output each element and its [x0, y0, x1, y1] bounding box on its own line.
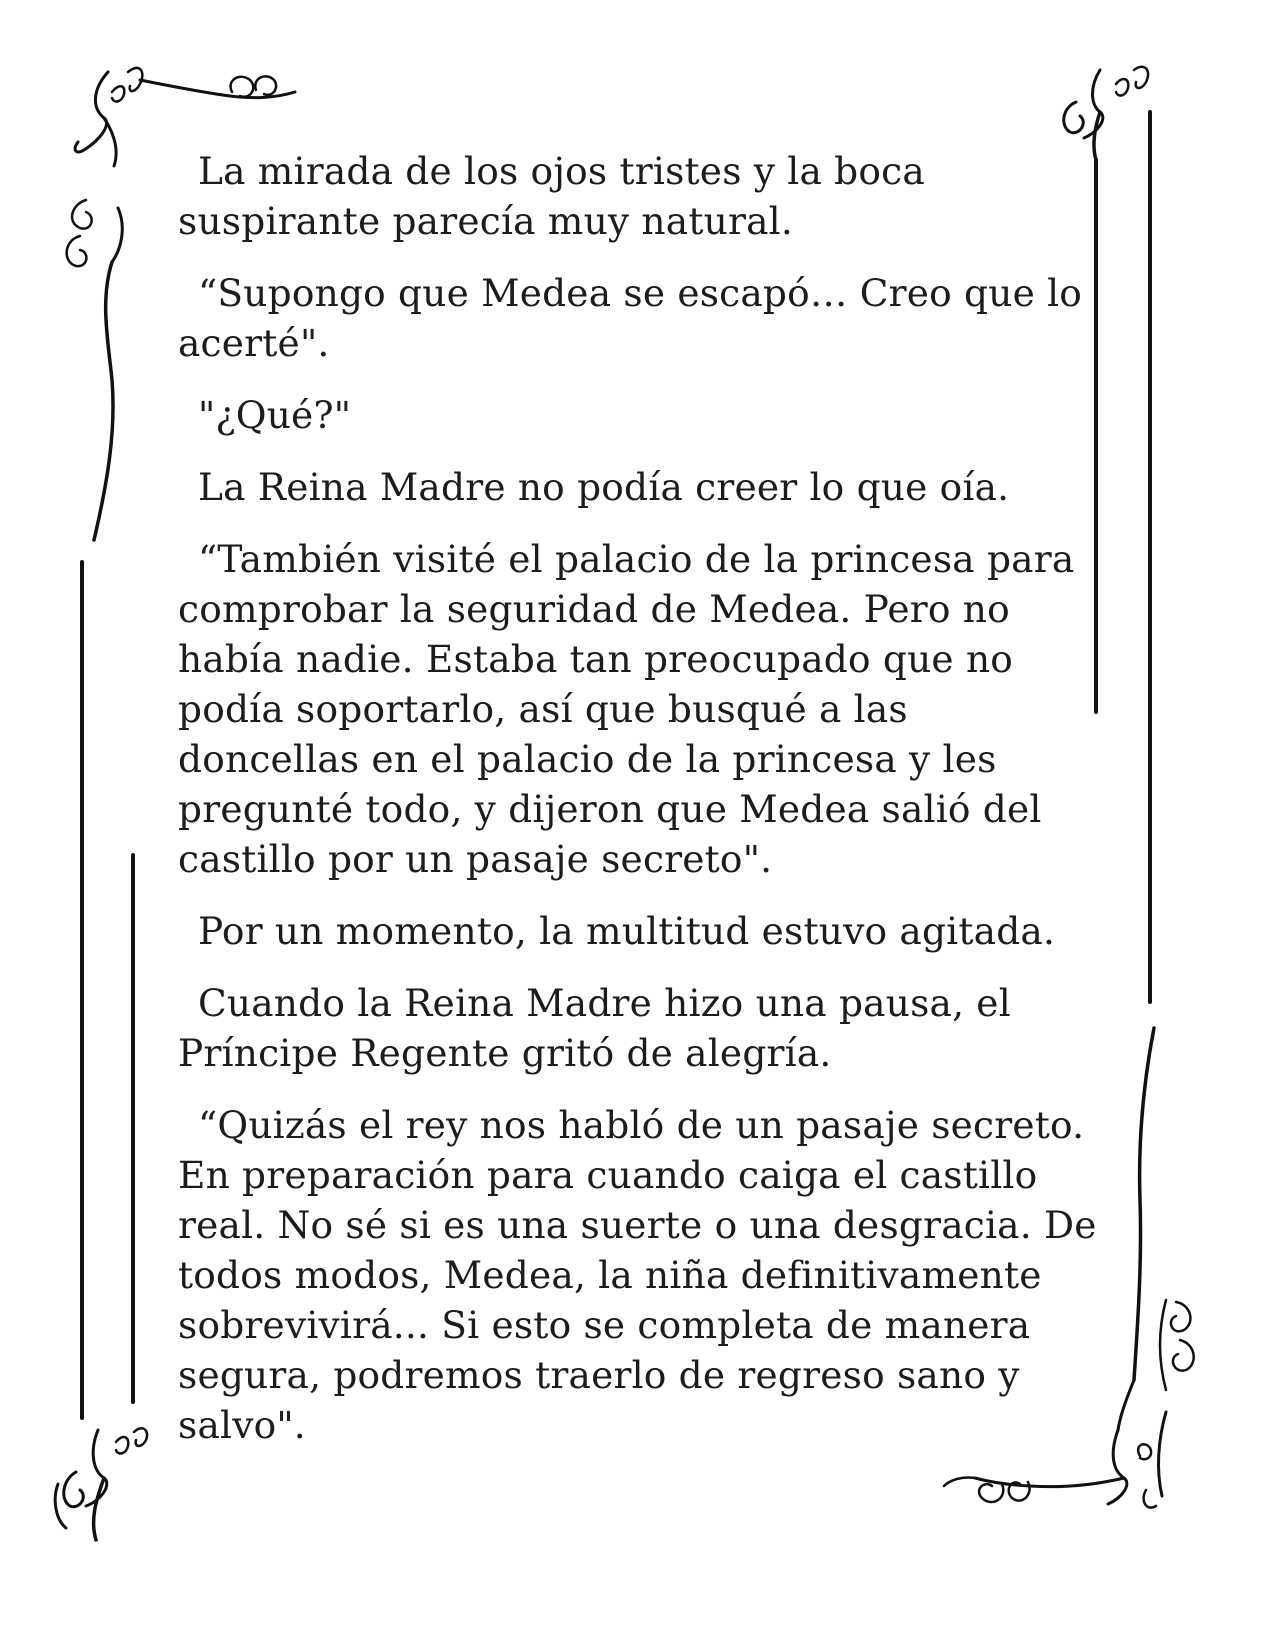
paragraph-1: La mirada de los ojos tristes y la boca suspirante parecía muy natural. — [178, 149, 925, 243]
paragraph-6: Por un momento, la multitud estuvo agitada. — [198, 909, 1056, 953]
bottom-left-flourish-icon — [55, 1428, 147, 1540]
paragraph-8: “Quizás el rey nos habló de un pasaje secreto. En preparación para cuando caiga el castillo real. No sé si es una suerte o una desgracia. De todos modos, Medea, la niña definitivamente sobrevivirá... Si esto se completa de manera segura, podremos traerlo de regreso sano y salvo". — [178, 1103, 1097, 1447]
document-body — [178, 146, 1098, 1472]
paragraph-7: Cuando la Reina Madre hizo una pausa, el Príncipe Regente gritó de alegría. — [178, 981, 1011, 1075]
paragraph-3: "¿Qué?" — [198, 393, 352, 437]
paragraph-2: “Supongo que Medea se escapó… Creo que lo acerté". — [178, 271, 1083, 365]
paragraph-5: “También visité el palacio de la princesa para comprobar la seguridad de Medea. Pero no había nadie. Estaba tan preocupado que no podía soportarlo, así que busqué a las doncellas en el palacio de la princesa y les pregunté todo, y dijeron que Medea salió del castillo por un pasaje secreto". — [178, 537, 1075, 881]
paragraph-4: La Reina Madre no podía creer lo que oía. — [198, 465, 1010, 509]
